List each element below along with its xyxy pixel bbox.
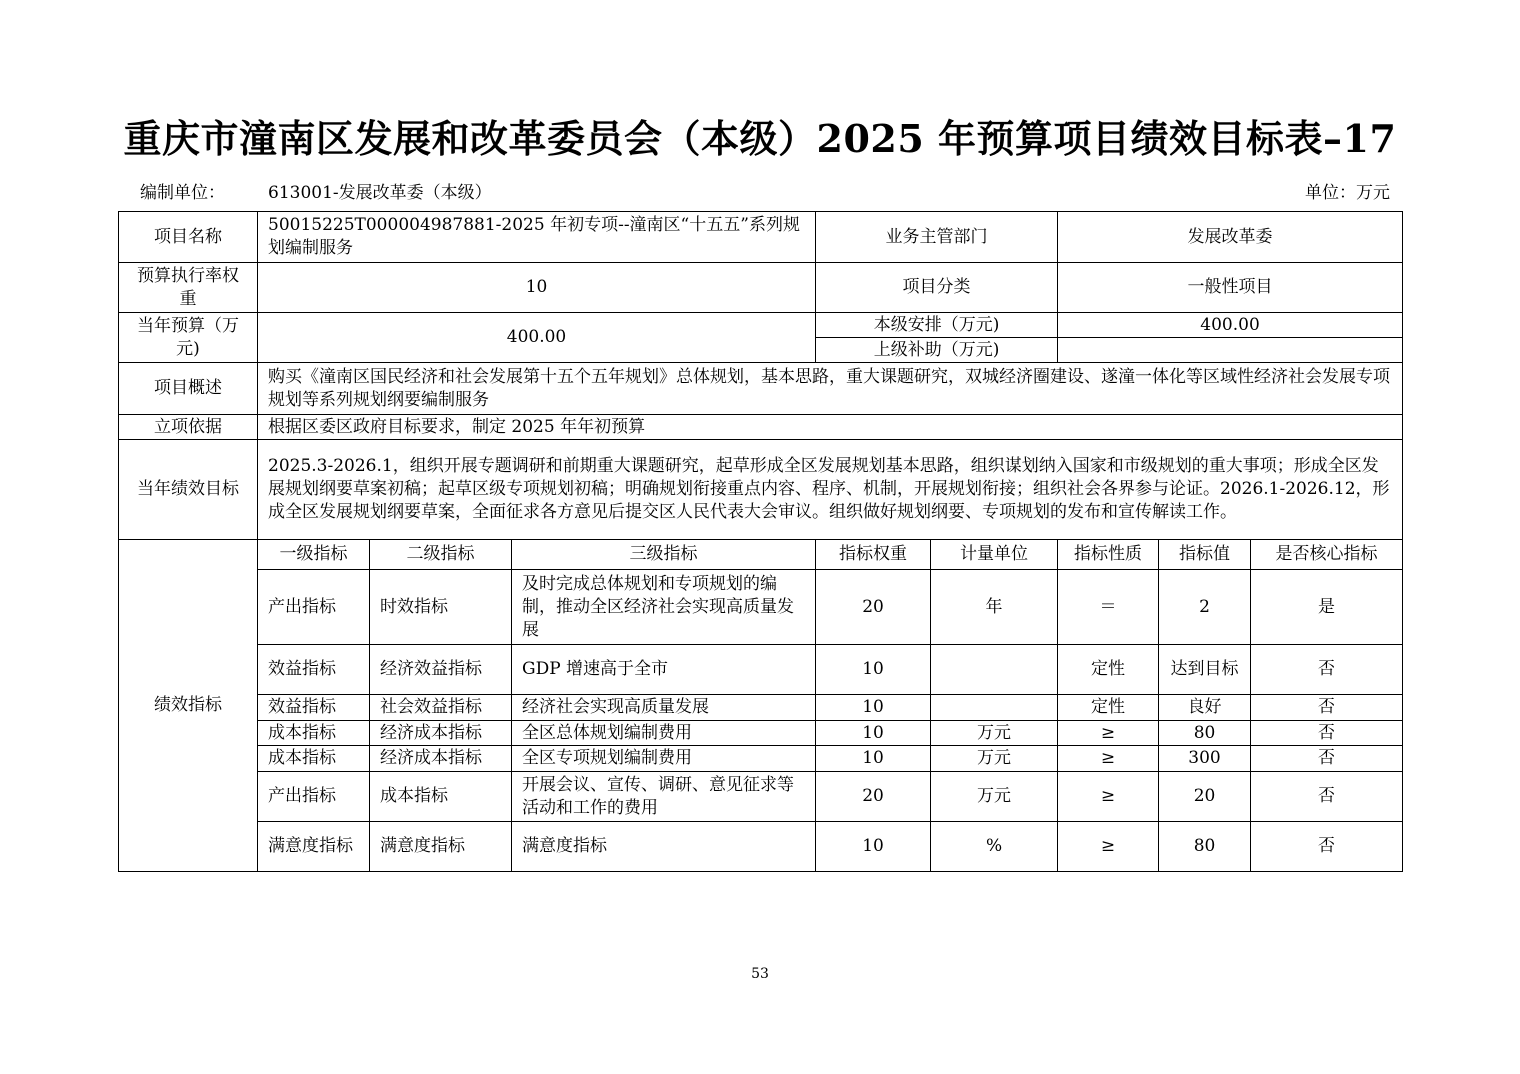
indicator-header-row <box>119 540 1403 570</box>
category-label: 项目分类 <box>816 263 1058 313</box>
cell-nature: ≥ <box>1058 746 1159 772</box>
cell-weight: 10 <box>816 721 931 746</box>
cell-level2: 经济成本指标 <box>370 746 512 772</box>
row-exec-weight <box>119 263 1403 313</box>
cell-unit: 万元 <box>931 746 1058 772</box>
cell-core: 否 <box>1251 822 1403 872</box>
local-value: 400.00 <box>1058 313 1403 338</box>
cell-value: 良好 <box>1159 695 1251 721</box>
cell-level1: 成本指标 <box>258 721 370 746</box>
local-label: 本级安排（万元) <box>816 313 1058 338</box>
exec-weight-label: 预算执行率权重 <box>119 263 258 313</box>
table-row <box>119 822 1403 872</box>
cell-nature: ＝ <box>1058 570 1159 645</box>
indicators-section-label: 绩效指标 <box>119 540 258 872</box>
cell-value: 80 <box>1159 721 1251 746</box>
header-level1: 一级指标 <box>258 540 370 570</box>
cell-weight: 20 <box>816 570 931 645</box>
cell-value: 达到目标 <box>1159 645 1251 695</box>
cell-level3: 全区专项规划编制费用 <box>512 746 816 772</box>
cell-nature: 定性 <box>1058 645 1159 695</box>
header-level3: 三级指标 <box>512 540 816 570</box>
cell-level2: 经济成本指标 <box>370 721 512 746</box>
cell-core: 否 <box>1251 772 1403 822</box>
upper-label: 上级补助（万元) <box>816 338 1058 363</box>
row-budget <box>119 313 1403 338</box>
cell-weight: 10 <box>816 822 931 872</box>
cell-weight: 10 <box>816 695 931 721</box>
cell-unit <box>931 695 1058 721</box>
cell-level2: 时效指标 <box>370 570 512 645</box>
summary-value: 购买《潼南区国民经济和社会发展第十五个五年规划》总体规划，基本思路，重大课题研究，双城经济圈建设、遂潼一体化等区域性经济社会发展专项规划等系列规划纲要编制服务 <box>258 363 1403 415</box>
upper-value <box>1058 338 1403 363</box>
cell-level1: 产出指标 <box>258 772 370 822</box>
cell-unit <box>931 645 1058 695</box>
page-number: 53 <box>751 966 769 982</box>
cell-core: 否 <box>1251 746 1403 772</box>
cell-level3: 开展会议、宣传、调研、意见征求等活动和工作的费用 <box>512 772 816 822</box>
dept-label: 业务主管部门 <box>816 212 1058 263</box>
cell-level3: 满意度指标 <box>512 822 816 872</box>
project-name-label: 项目名称 <box>119 212 258 263</box>
cell-value: 20 <box>1159 772 1251 822</box>
cell-level2: 满意度指标 <box>370 822 512 872</box>
project-name: 50015225T000004987881-2025 年初专项--潼南区“十五五”系列规划编制服务 <box>258 212 816 263</box>
cell-level3: GDP 增速高于全市 <box>512 645 816 695</box>
cell-level3: 经济社会实现高质量发展 <box>512 695 816 721</box>
cell-nature: ≥ <box>1058 772 1159 822</box>
cell-core: 否 <box>1251 645 1403 695</box>
cell-nature: ≥ <box>1058 822 1159 872</box>
cell-level2: 成本指标 <box>370 772 512 822</box>
basis-label: 立项依据 <box>119 415 258 440</box>
cell-weight: 20 <box>816 772 931 822</box>
table-row <box>119 772 1403 822</box>
table-row <box>119 570 1403 645</box>
cell-core: 否 <box>1251 695 1403 721</box>
cell-unit: 年 <box>931 570 1058 645</box>
table-row <box>119 746 1403 772</box>
page-title: 重庆市潼南区发展和改革委员会（本级）2025 年预算项目绩效目标表–17 <box>123 116 1397 161</box>
cell-level3: 及时完成总体规划和专项规划的编制，推动全区经济社会实现高质量发展 <box>512 570 816 645</box>
cell-core: 是 <box>1251 570 1403 645</box>
table-row <box>119 645 1403 695</box>
cell-level3: 全区总体规划编制费用 <box>512 721 816 746</box>
header-unit: 计量单位 <box>931 540 1058 570</box>
cell-level2: 经济效益指标 <box>370 645 512 695</box>
cell-weight: 10 <box>816 645 931 695</box>
cell-unit: % <box>931 822 1058 872</box>
cell-core: 否 <box>1251 721 1403 746</box>
header-nature: 指标性质 <box>1058 540 1159 570</box>
cell-level2: 社会效益指标 <box>370 695 512 721</box>
summary-label: 项目概述 <box>119 363 258 415</box>
cell-unit: 万元 <box>931 772 1058 822</box>
row-goal <box>119 440 1403 540</box>
row-project-name <box>119 212 1403 263</box>
table-row <box>119 721 1403 746</box>
header-level2: 二级指标 <box>370 540 512 570</box>
cell-value: 300 <box>1159 746 1251 772</box>
dept-value: 发展改革委 <box>1058 212 1403 263</box>
performance-table <box>118 211 1403 872</box>
unit-value: 613001-发展改革委（本级） <box>268 183 492 203</box>
row-summary <box>119 363 1403 415</box>
basis-value: 根据区委区政府目标要求，制定 2025 年年初预算 <box>258 415 1403 440</box>
cell-nature: ≥ <box>1058 721 1159 746</box>
cell-unit: 万元 <box>931 721 1058 746</box>
category-value: 一般性项目 <box>1058 263 1403 313</box>
cell-nature: 定性 <box>1058 695 1159 721</box>
cell-weight: 10 <box>816 746 931 772</box>
header-weight: 指标权重 <box>816 540 931 570</box>
cell-level1: 效益指标 <box>258 645 370 695</box>
exec-weight-value: 10 <box>258 263 816 313</box>
header-core: 是否核心指标 <box>1251 540 1403 570</box>
cell-level1: 效益指标 <box>258 695 370 721</box>
goal-value: 2025.3-2026.1，组织开展专题调研和前期重大课题研究，起草形成全区发展规划基本思路，组织谋划纳入国家和市级规划的重大事项；形成全区发展规划纲要草案初稿；起草区级专项规划初稿；明确规划衔接重点内容、程序、机制，开展规划衔接；组织社会各界参与论证。2026.1-2026.12，形成全区发展规划纲要草案，全面征求各方意见后提交区人民代表大会审议。组织做好规划纲要、专项规划的发布和宣传解读工作。 <box>258 440 1403 540</box>
budget-label: 当年预算（万元) <box>119 313 258 363</box>
goal-label: 当年绩效目标 <box>119 440 258 540</box>
currency-label: 单位：万元 <box>1305 183 1390 203</box>
cell-value: 80 <box>1159 822 1251 872</box>
row-basis <box>119 415 1403 440</box>
budget-value: 400.00 <box>258 313 816 363</box>
cell-level1: 产出指标 <box>258 570 370 645</box>
cell-level1: 满意度指标 <box>258 822 370 872</box>
header-value: 指标值 <box>1159 540 1251 570</box>
table-row <box>119 695 1403 721</box>
cell-value: 2 <box>1159 570 1251 645</box>
unit-label: 编制单位： <box>140 183 225 203</box>
cell-level1: 成本指标 <box>258 746 370 772</box>
